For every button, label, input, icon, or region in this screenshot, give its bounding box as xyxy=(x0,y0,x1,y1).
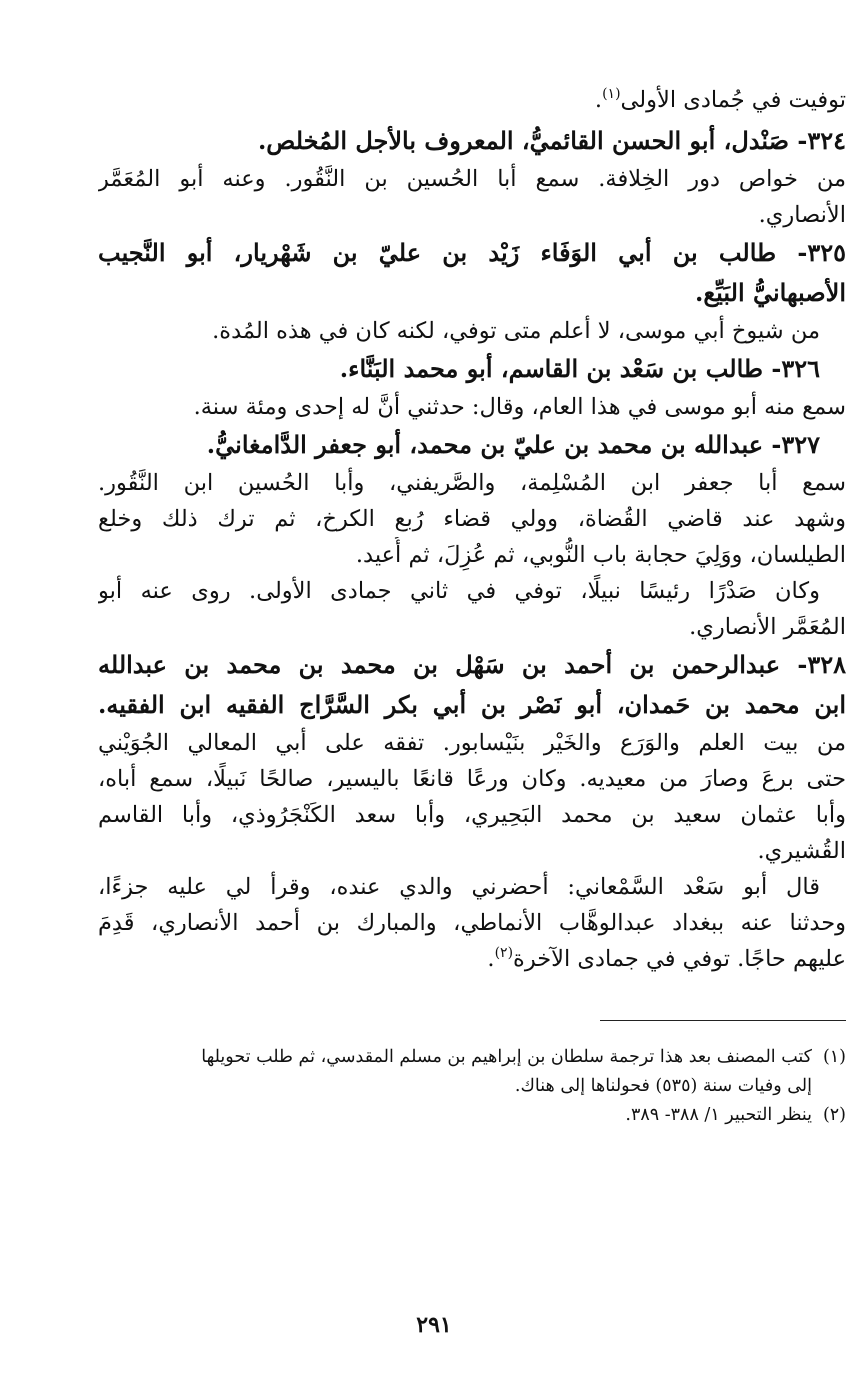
footnote-number: (٢) xyxy=(822,1105,846,1125)
text-line: وكان صَدْرًا رئيسًا نبيلًا، توفي في ثاني جمادى الأولى. روى عنه أبو xyxy=(98,578,820,604)
footnote-ref: (٢) xyxy=(494,945,514,961)
text: توفيت في جُمادى الأولى xyxy=(620,87,846,113)
footnote-text: ينظر التحبير ١/ ٣٨٨- ٣٨٩. xyxy=(625,1105,812,1125)
text-line: الطيلسان، ووَلِيَ حجابة باب النُّوبي، ثم عُزِلَ، ثم أُعيد. xyxy=(355,542,846,568)
footnote-text: كتب المصنف بعد هذا ترجمة سلطان بن إبراهيم بن مسلم المقدسي، ثم طلب تحويلها xyxy=(201,1047,812,1067)
period: . xyxy=(487,946,495,972)
text-line: وحدثنا عنه ببغداد عبدالوهَّاب الأنماطي، والمبارك بن أحمد الأنصاري، قَدِمَ xyxy=(98,910,846,936)
text-line: من شيوخ أبي موسى، لا أعلم متى توفي، لكنه كان في هذه المُدة. xyxy=(212,318,820,344)
main-text xyxy=(98,82,846,980)
entry-heading-327: ٣٢٧- عبدالله بن محمد بن عليّ بن محمد، أبو جعفر الدَّامغانيُّ. xyxy=(206,430,820,459)
text-line: سمع أبا جعفر ابن المُسْلِمة، والصَّريفني، وأبا الحُسين ابن النَّقُور. xyxy=(98,470,846,496)
page-number: ٢٩١ xyxy=(416,1312,452,1338)
text-line: وشهد عند قاضي القُضاة، وولي قضاء رُبع الكرخ، ثم ترك ذلك وخلع xyxy=(98,506,846,532)
text-line: حتى برعَ وصارَ من معيديه. وكان ورعًا قانعًا باليسير، صالحًا نَبيلًا، سمع أباه، xyxy=(98,766,846,792)
text-line: المُعَمَّر الأنصاري. xyxy=(689,614,846,640)
footnote-2 xyxy=(98,1101,846,1130)
entry-heading-328: ٣٢٨- عبدالرحمن بن أحمد بن سَهْل بن محمد بن محمد بن عبدالله xyxy=(98,650,846,679)
text: عليهم حاجًا. توفي في جمادى الآخرة xyxy=(513,946,846,972)
footnote-1 xyxy=(98,1043,846,1072)
text-line xyxy=(98,82,846,121)
text-line: وأبا عثمان سعيد بن محمد البَحِيري، وأبا سعد الكَنْجَرُوذي، وأبا القاسم xyxy=(98,802,846,828)
footnote-separator xyxy=(600,1020,846,1021)
text-line: من خواص دور الخِلافة. سمع أبا الحُسين بن النَّقُور. وعنه أبو المُعَمَّر xyxy=(98,166,846,192)
text-line: من بيت العلم والوَرَع والخَيْر بنَيْسابور. تفقه على أبي المعالي الجُوَيْني xyxy=(98,730,846,756)
text-line: سمع منه أبو موسى في هذا العام، وقال: حدثني أنَّ له إحدى ومئة سنة. xyxy=(193,394,846,420)
entry-heading-324: ٣٢٤- صَنْدل، أبو الحسن القائميُّ، المعروف بالأجل المُخلص. xyxy=(257,126,846,155)
text-line: الأنصاري. xyxy=(758,202,846,228)
footnote-1-cont: إلى وفيات سنة (٥٣٥) فحولناها إلى هناك. xyxy=(514,1076,812,1096)
entry-heading-326: ٣٢٦- طالب بن سَعْد بن القاسم، أبو محمد البَنَّاء. xyxy=(339,354,820,383)
text-line xyxy=(98,941,846,980)
text-line: القُشيري. xyxy=(757,838,846,864)
entry-heading-328-cont: ابن محمد بن حَمدان، أبو نَصْر بن أبي بكر السَّرَّاج الفقيه ابن الفقيه. xyxy=(98,690,846,719)
footnote-number: (١) xyxy=(822,1047,846,1067)
period: . xyxy=(594,87,603,113)
entry-heading-325-cont: الأصبهانيُّ البَيِّع. xyxy=(695,278,846,307)
entry-heading-325: ٣٢٥- طالب بن أبي الوَفَاء زَيْد بن عليّ بن شَهْريار، أبو النَّجيب xyxy=(98,238,846,267)
footnote-ref: (١) xyxy=(602,86,621,102)
footnotes xyxy=(98,1043,846,1130)
text-line: قال أبو سَعْد السَّمْعاني: أحضرني والدي عنده، وقرأ لي عليه جزءًا، xyxy=(98,874,820,900)
